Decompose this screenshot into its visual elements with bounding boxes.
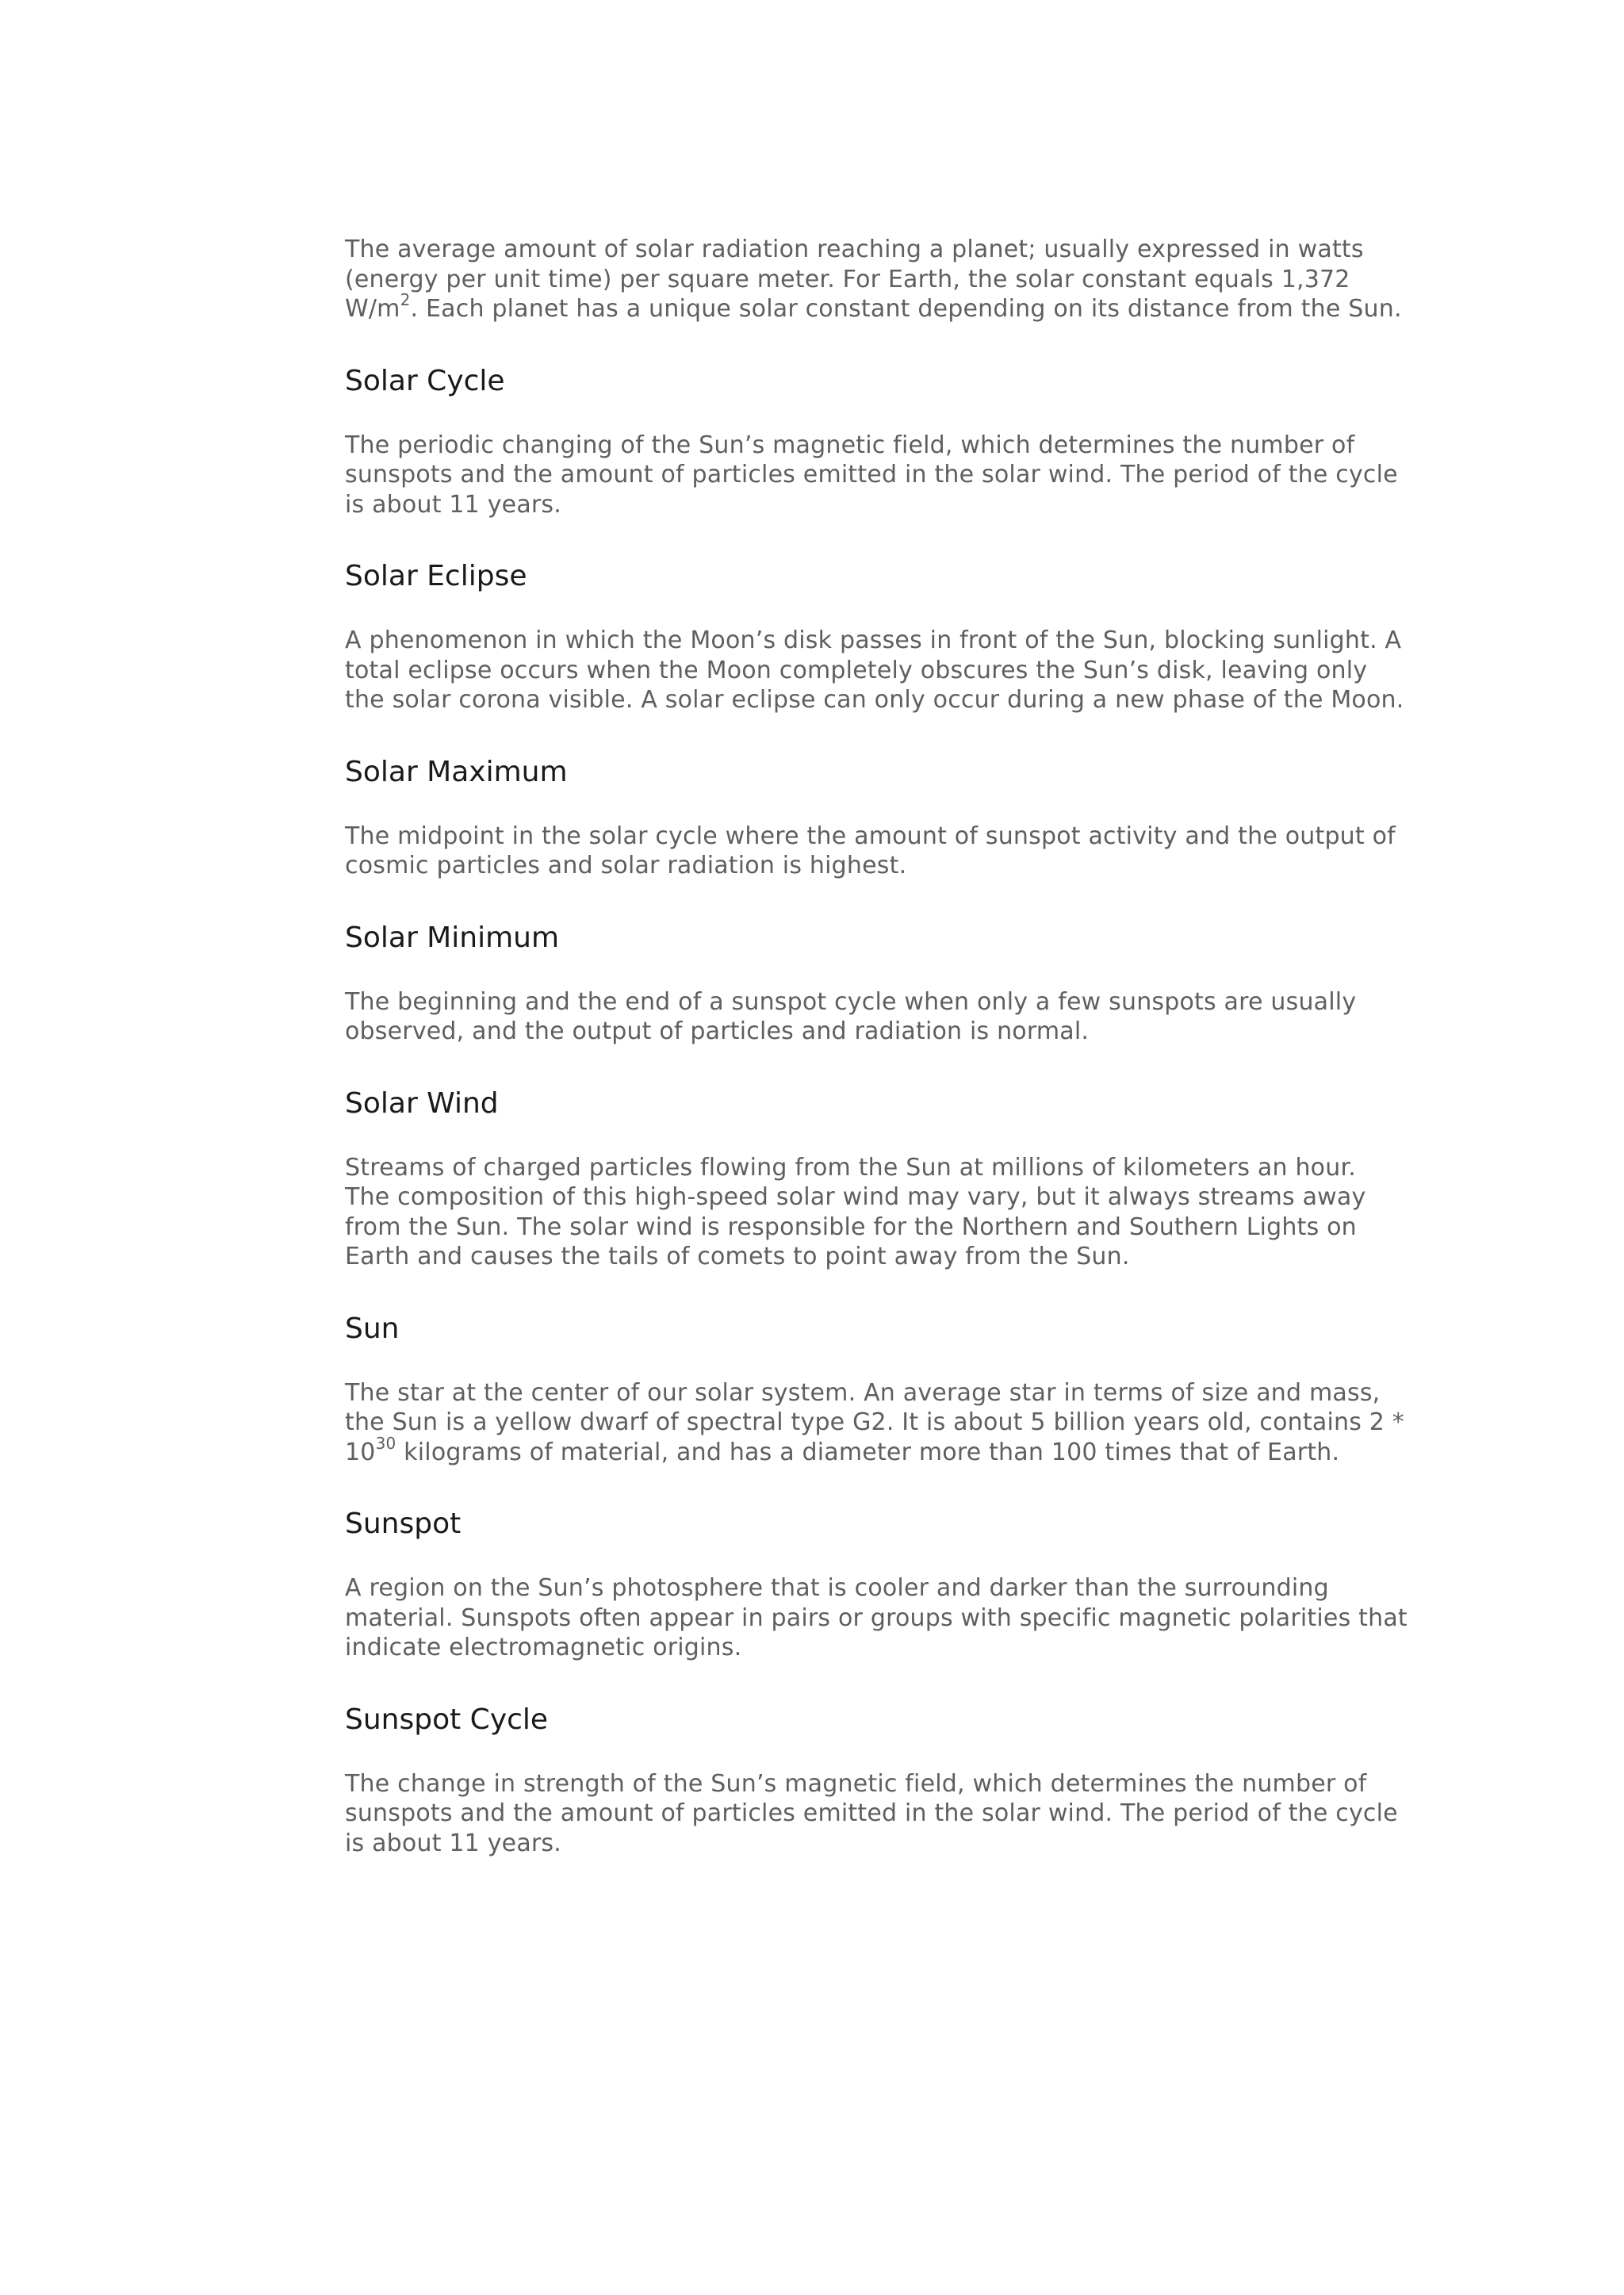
- term-heading: Sunspot: [345, 1508, 462, 1540]
- sun-definition-text-1: The star at the center of our solar system. An average star in terms of size and mass, the Sun is a yellow dwarf of spectral type G2. It is about 5 billion years old, contains 2 * 10: [345, 1378, 1404, 1466]
- glossary-entry-solar-minimum: [345, 921, 1408, 1047]
- sun-definition-text-2: kilograms of material, and has a diameter more than 100 times that of Earth.: [396, 1438, 1340, 1466]
- solar-constant-text-2: . Each planet has a unique solar constant depending on its distance from the Sun.: [410, 295, 1402, 323]
- glossary-entry-sunspot-cycle: [345, 1703, 1408, 1859]
- sun-mass-exponent: 30: [375, 1433, 396, 1453]
- term-heading: Sunspot Cycle: [345, 1703, 549, 1736]
- term-heading: Solar Eclipse: [345, 560, 527, 592]
- glossary-entry-solar-eclipse: [345, 559, 1408, 715]
- term-definition: [345, 1378, 1408, 1468]
- glossary-entry-sunspot: [345, 1507, 1408, 1663]
- term-heading: Solar Cycle: [345, 364, 505, 397]
- term-definition: Streams of charged particles flowing from the Sun at millions of kilometers an hour. The composition of this high-speed solar wind may vary, but it always streams away from the Sun. The solar wind is responsible for the Northern and Southern Lights on Earth and causes the tails of comets to point away from the Sun.: [345, 1153, 1366, 1270]
- solar-constant-definition: [345, 235, 1408, 324]
- solar-constant-text-1: The average amount of solar radiation reaching a planet; usually expressed in watts (energy per unit time) per square meter. For Earth, the solar constant equals 1,372 W/m: [345, 236, 1364, 323]
- term-definition: The change in strength of the Sun’s magnetic field, which determines the number of sunspots and the amount of particles emitted in the solar wind. The period of the cycle is about 11 years.: [345, 1769, 1398, 1857]
- term-heading: Solar Wind: [345, 1086, 499, 1120]
- term-heading: Solar Minimum: [345, 921, 560, 954]
- glossary-entry-solar-maximum: [345, 755, 1408, 881]
- glossary-page: [345, 235, 1408, 1858]
- term-heading: Solar Maximum: [345, 755, 568, 788]
- solar-constant-superscript: 2: [400, 290, 411, 309]
- term-definition: The midpoint in the solar cycle where the amount of sunspot activity and the output of cosmic particles and solar radiation is highest.: [345, 822, 1396, 879]
- term-definition: A phenomenon in which the Moon’s disk passes in front of the Sun, blocking sunlight. A total eclipse occurs when the Moon completely obscures the Sun’s disk, leaving only the solar corona visible. A solar eclipse can only occur during a new phase of the Moon.: [345, 626, 1404, 714]
- term-definition: The periodic changing of the Sun’s magnetic field, which determines the number of sunspots and the amount of particles emitted in the solar wind. The period of the cycle is about 11 years.: [345, 431, 1398, 519]
- glossary-entry-solar-wind: [345, 1086, 1408, 1272]
- term-definition: The beginning and the end of a sunspot cycle when only a few sunspots are usually observed, and the output of particles and radiation is normal.: [345, 987, 1357, 1045]
- term-definition: A region on the Sun’s photosphere that is cooler and darker than the surrounding material. Sunspots often appear in pairs or groups with specific magnetic polarities that indicate electromagnetic origins.: [345, 1574, 1408, 1661]
- glossary-entry-sun: [345, 1312, 1408, 1468]
- glossary-entry-solar-cycle: [345, 364, 1408, 520]
- term-heading: Sun: [345, 1312, 400, 1345]
